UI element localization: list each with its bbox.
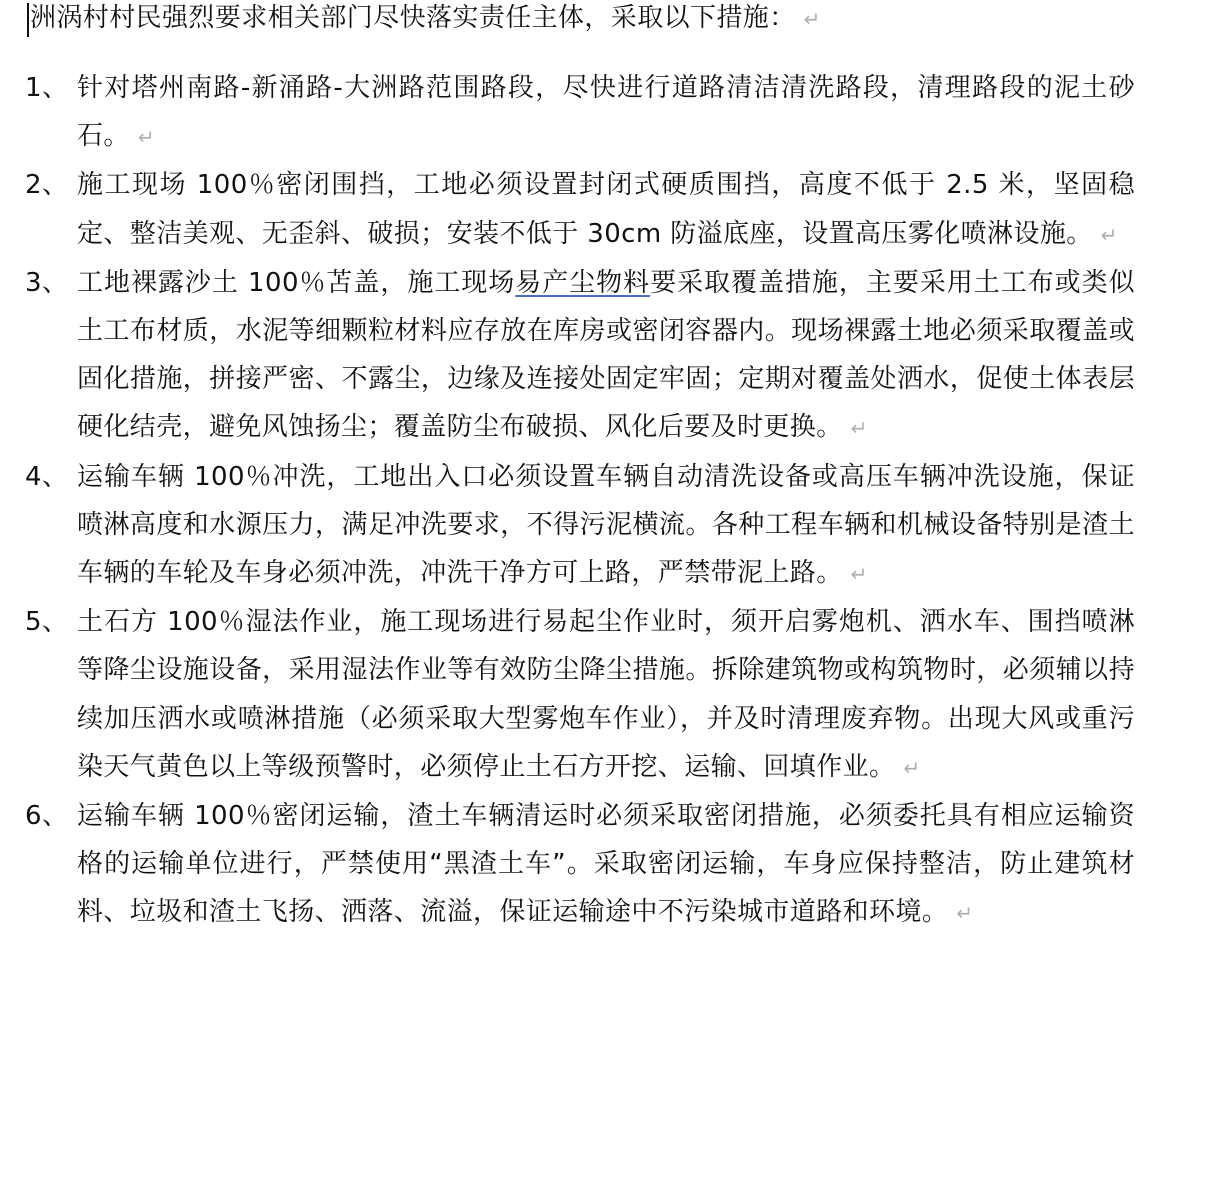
list-item[interactable] (25, 598, 1135, 792)
item-text: 针对塔州南路-新涌路-大洲路范围路段，尽快进行道路清洁清洗路段，清理路段的泥土砂石。 (77, 73, 1135, 152)
item-text: 运输车辆 100％密闭运输，渣土车辆清运时必须采取密闭措施，必须委托具有相应运输资格的运输单位进行，严禁使用“黑渣土车”。采取密闭运输，车身应保持整洁，防止建筑材料、垃圾和渣土飞扬、洒落、流溢，保证运输途中不污染城市道路和环境。 (77, 801, 1135, 928)
paragraph-mark-icon: ↵ (956, 901, 974, 926)
measures-list (25, 64, 1135, 938)
item-text: 施工现场 100％密闭围挡，工地必须设置封闭式硬质围挡，高度不低于 2.5 米，坚固稳定、整洁美观、无歪斜、破损；安装不低于 30cm 防溢底座，设置高压雾化喷淋设施。 (77, 170, 1135, 249)
text-cursor (27, 3, 29, 37)
paragraph-mark-icon: ↵ (803, 7, 821, 31)
intro-text: 洲涡村村民强烈要求相关部门尽快落实责任主体，采取以下措施： (30, 3, 796, 33)
item-number: 4、 (25, 461, 69, 492)
item-text: 土石方 100％湿法作业，施工现场进行易起尘作业时，须开启雾炮机、洒水车、围挡喷淋等降尘设施设备，采用湿法作业等有效防尘降尘措施。拆除建筑物或构筑物时，必须辅以持续加压洒水或喷淋措施（必须采取大型雾炮车作业），并及时清理废弃物。出现大风或重污染天气黄色以上等级预警时，必须停止土石方开挖、运输、回填作业。 (77, 607, 1135, 782)
item-number: 3、 (25, 267, 69, 298)
paragraph-mark-icon: ↵ (903, 755, 921, 780)
item-text-before: 工地裸露沙土 100％苫盖，施工现场 (77, 267, 516, 298)
item-text-after: 要采取覆盖措施，主要采用土工布或类似土工布材质，水泥等细颗粒材料应存放在库房或密闭容器内。现场裸露土地必须采取覆盖或固化措施，拼接严密、不露尘，边缘及连接处固定牢固；定期对覆盖处洒水，促使土体表层硬化结壳，避免风蚀扬尘；覆盖防尘布破损、风化后要及时更换。 (77, 267, 1135, 443)
item-text: 运输车辆 100％冲洗，工地出入口必须设置车辆自动清洗设备或高压车辆冲洗设施，保证喷淋高度和水源压力，满足冲洗要求，不得污泥横流。各种工程车辆和机械设备特别是渣土车辆的车轮及车身必须冲洗，冲洗干净方可上路，严禁带泥上路。 (77, 461, 1135, 589)
list-item[interactable] (25, 792, 1135, 938)
list-item[interactable] (25, 259, 1135, 453)
paragraph-mark-icon: ↵ (850, 562, 868, 587)
list-item[interactable] (25, 161, 1135, 258)
paragraph-mark-icon: ↵ (137, 125, 155, 150)
paragraph-mark-icon: ↵ (850, 416, 868, 441)
intro-paragraph[interactable] (30, 0, 821, 37)
paragraph-mark-icon: ↵ (1100, 222, 1118, 247)
item-number: 2、 (25, 170, 69, 201)
item-number: 1、 (25, 73, 69, 103)
item-number: 6、 (25, 801, 69, 832)
list-item[interactable] (25, 64, 1135, 161)
item-number: 5、 (25, 607, 69, 638)
underlined-phrase: 易产尘物料 (515, 267, 651, 298)
list-item[interactable] (25, 453, 1135, 599)
